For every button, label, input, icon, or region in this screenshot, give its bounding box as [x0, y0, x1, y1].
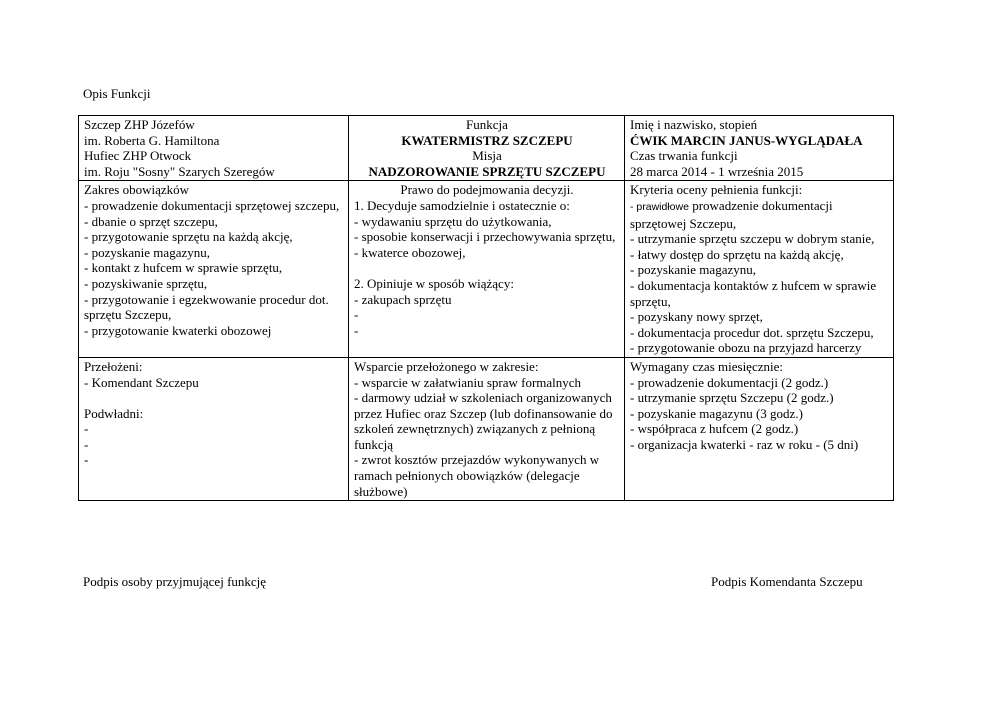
- criteria-item: - przygotowanie obozu na przyjazd harcerzy: [630, 340, 862, 356]
- function-value: KWATERMISTRZ SZCZEPU: [401, 132, 573, 148]
- duty-item: - przygotowanie kwaterki obozowej: [84, 322, 272, 338]
- relations-cell: [79, 357, 349, 500]
- org-line: Hufiec ZHP Otwock: [84, 148, 192, 164]
- duty-item: - przygotowanie sprzętu na każdą akcję,: [84, 229, 293, 245]
- criteria-item-prefix: - prawidłowe: [630, 200, 689, 213]
- subordinate-item: -: [84, 421, 89, 437]
- support-item: - zwrot kosztów przejazdów wykonywanych w ramach pełnionych obowiązków (delegacje służbowe): [354, 452, 600, 499]
- decisions-cell: [349, 181, 625, 358]
- opinion-item: - zakupach sprzętu: [354, 291, 452, 307]
- opinion-item: -: [354, 322, 359, 338]
- decisions-section-1: 1. Decyduje samodzielnie i ostatecznie o:: [354, 197, 570, 213]
- org-cell: [79, 116, 349, 181]
- duration-label: Czas trwania funkcji: [630, 148, 738, 164]
- duty-item: - prowadzenie dokumentacji sprzętowej szczepu,: [84, 197, 340, 213]
- person-cell: [625, 116, 894, 181]
- subordinate-item: -: [84, 452, 89, 468]
- duty-item: - pozyskanie magazynu,: [84, 244, 210, 260]
- decisions-title: Prawo do podejmowania decyzji.: [400, 182, 574, 198]
- signature-recipient: Podpis osoby przyjmującej funkcję: [83, 574, 267, 589]
- name-label: Imię i nazwisko, stopień: [630, 117, 758, 132]
- criteria-item-rest: prowadzenie dokumentacji sprzętowej Szczepu,: [630, 197, 833, 231]
- middle-row: [79, 181, 894, 358]
- duty-item: - dbanie o sprzęt szczepu,: [84, 213, 218, 229]
- org-line: im. Roberta G. Hamiltona: [84, 132, 220, 148]
- support-item: - darmowy udział w szkoleniach organizowanych przez Hufiec oraz Szczep (lub dofinansowanie do szkoleń zewnętrznych) związanych z pełnioną funkcją: [354, 390, 613, 452]
- opinion-item: -: [354, 307, 359, 323]
- mission-value: NADZOROWANIE SPRZĘTU SZCZEPU: [368, 163, 606, 179]
- function-card-table: [78, 115, 894, 501]
- criteria-item: - utrzymanie sprzętu szczepu w dobrym stanie,: [630, 231, 875, 247]
- subordinate-item: -: [84, 436, 89, 452]
- header-row: [79, 116, 894, 181]
- decision-item: - sposobie konserwacji i przechowywania sprzętu,: [354, 229, 616, 245]
- duty-item: - przygotowanie i egzekwowanie procedur dot. sprzętu Szczepu,: [84, 291, 329, 323]
- function-cell: [349, 116, 625, 181]
- duration-value: 28 marca 2014 - 1 września 2015: [630, 163, 804, 179]
- signature-commander: Podpis Komendanta Szczepu: [711, 574, 863, 589]
- time-item: - organizacja kwaterki - raz w roku - (5 dni): [630, 436, 859, 452]
- time-item: - utrzymanie sprzętu Szczepu (2 godz.): [630, 390, 834, 406]
- criteria-item: - dokumentacja procedur dot. sprzętu Szczepu,: [630, 324, 874, 340]
- time-item: - pozyskanie magazynu (3 godz.): [630, 405, 803, 421]
- decision-item: - kwaterce obozowej,: [354, 244, 466, 260]
- time-item: - prowadzenie dokumentacji (2 godz.): [630, 374, 829, 390]
- name-value: ĆWIK MARCIN JANUS-WYGLĄDAŁA: [630, 132, 863, 148]
- support-cell: [349, 357, 625, 500]
- duty-item: - kontakt z hufcem w sprawie sprzętu,: [84, 260, 283, 276]
- time-title: Wymagany czas miesięcznie:: [630, 358, 783, 374]
- decisions-section-2: 2. Opiniuje w sposób wiążący:: [354, 275, 514, 291]
- org-line: Szczep ZHP Józefów: [84, 117, 195, 132]
- time-item: - współpraca z hufcem (2 godz.): [630, 421, 799, 437]
- criteria-item: - pozyskanie magazynu,: [630, 262, 756, 278]
- criteria-cell: [625, 181, 894, 358]
- function-label: Funkcja: [466, 117, 508, 132]
- subordinates-title: Podwładni:: [84, 405, 144, 421]
- criteria-title: Kryteria oceny pełnienia funkcji:: [630, 182, 803, 198]
- duties-title: Zakres obowiązków: [84, 182, 190, 198]
- page-title: Opis Funkcji: [83, 86, 151, 101]
- time-cell: [625, 357, 894, 500]
- superiors-title: Przełożeni:: [84, 358, 143, 374]
- bottom-row: [79, 357, 894, 500]
- support-item: - wsparcie w załatwianiu spraw formalnych: [354, 374, 582, 390]
- duties-cell: [79, 181, 349, 358]
- criteria-item: [630, 198, 889, 231]
- duty-item: - pozyskiwanie sprzętu,: [84, 275, 208, 291]
- mission-label: Misja: [472, 148, 502, 164]
- decision-item: - wydawaniu sprzętu do użytkowania,: [354, 213, 552, 229]
- support-title: Wsparcie przełożonego w zakresie:: [354, 358, 539, 374]
- org-line: im. Roju "Sosny" Szarych Szeregów: [84, 163, 275, 179]
- superior-item: - Komendant Szczepu: [84, 374, 199, 390]
- criteria-item: - dokumentacja kontaktów z hufcem w sprawie sprzętu,: [630, 277, 877, 309]
- criteria-item: - pozyskany nowy sprzęt,: [630, 309, 763, 325]
- criteria-item: - łatwy dostęp do sprzętu na każdą akcję,: [630, 246, 844, 262]
